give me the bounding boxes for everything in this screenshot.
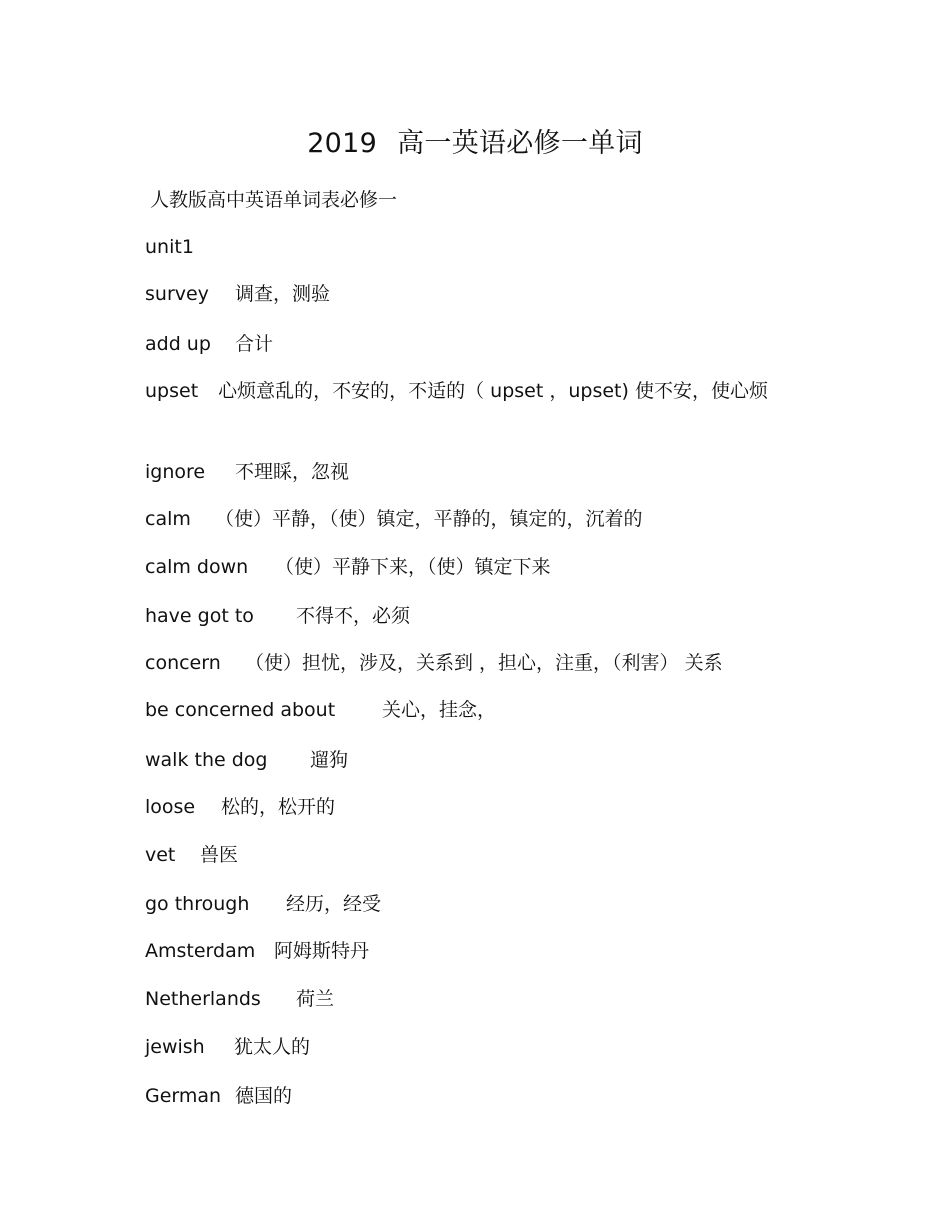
vocab-entry <box>145 1082 292 1110</box>
vocab-term: German <box>145 1085 222 1107</box>
vocab-entry <box>145 505 643 533</box>
vocab-entry <box>145 602 410 630</box>
vocab-term: have got to <box>145 605 254 627</box>
vocab-entry <box>140 375 820 407</box>
vocab-meaning: 不得不，必须 <box>296 605 411 627</box>
vocab-meaning: 阿姆斯特丹 <box>274 940 370 962</box>
vocab-entry <box>145 985 334 1013</box>
vocab-meaning: 不理睬，忽视 <box>235 461 350 483</box>
vocab-term: survey <box>145 283 209 305</box>
vocab-term: concern <box>145 652 221 674</box>
vocab-entry <box>145 746 348 774</box>
title-year: 2019 <box>307 128 378 159</box>
vocab-term: upset <box>145 380 199 402</box>
vocab-term: add up <box>145 333 211 355</box>
vocab-meaning: （使）平静，（使）镇定，平静的，镇定的，沉着的 <box>215 508 643 530</box>
unit-heading: unit1 <box>145 236 194 258</box>
vocab-meaning: 松的，松开的 <box>221 796 336 818</box>
vocab-meaning: 调查，测验 <box>235 283 331 305</box>
vocab-term: Netherlands <box>145 988 261 1010</box>
vocab-entry <box>145 937 369 965</box>
vocab-entry <box>145 793 335 821</box>
vocab-meaning: （使）平静下来，（使）镇定下来 <box>275 556 551 578</box>
vocab-meaning: 犹太人的 <box>234 1036 311 1058</box>
document-subtitle: 人教版高中英语单词表必修一 <box>150 189 398 211</box>
vocab-term: jewish <box>145 1036 205 1058</box>
vocab-meaning: 德国的 <box>235 1085 293 1107</box>
vocab-term: Amsterdam <box>145 940 256 962</box>
vocab-entry <box>145 458 349 486</box>
vocab-entry <box>145 280 330 308</box>
vocab-meaning: 经历，经受 <box>286 893 382 915</box>
vocab-meaning: 兽医 <box>200 844 239 866</box>
vocab-entry <box>145 330 273 358</box>
vocab-meaning: 遛狗 <box>310 749 349 771</box>
vocab-entry <box>145 553 551 581</box>
vocab-entry <box>145 649 723 677</box>
document-title <box>0 126 950 162</box>
vocab-term: walk the dog <box>145 749 268 771</box>
vocab-term: go through <box>145 893 250 915</box>
vocab-term: calm <box>145 508 191 530</box>
vocab-entry <box>145 1033 310 1061</box>
vocab-meaning: 合计 <box>235 333 274 355</box>
vocab-term: vet <box>145 844 176 866</box>
vocab-term: loose <box>145 796 196 818</box>
vocab-meaning: （使）担忧，涉及，关系到 ，担心，注重，（利害） 关系 <box>245 652 723 674</box>
vocab-entry <box>145 696 496 724</box>
vocab-term: ignore <box>145 461 206 483</box>
vocab-term: calm down <box>145 556 249 578</box>
vocab-meaning: 关心，挂念， <box>382 699 497 721</box>
vocab-entry <box>145 841 238 869</box>
vocab-meaning: 心烦意乱的，不安的，不适的（ upset ，upset) 使不安，使心烦 <box>218 380 768 402</box>
vocab-meaning: 荷兰 <box>296 988 335 1010</box>
vocab-entry <box>145 890 381 918</box>
title-text: 高一英语必修一单词 <box>397 128 643 159</box>
vocab-term: be concerned about <box>145 699 336 721</box>
